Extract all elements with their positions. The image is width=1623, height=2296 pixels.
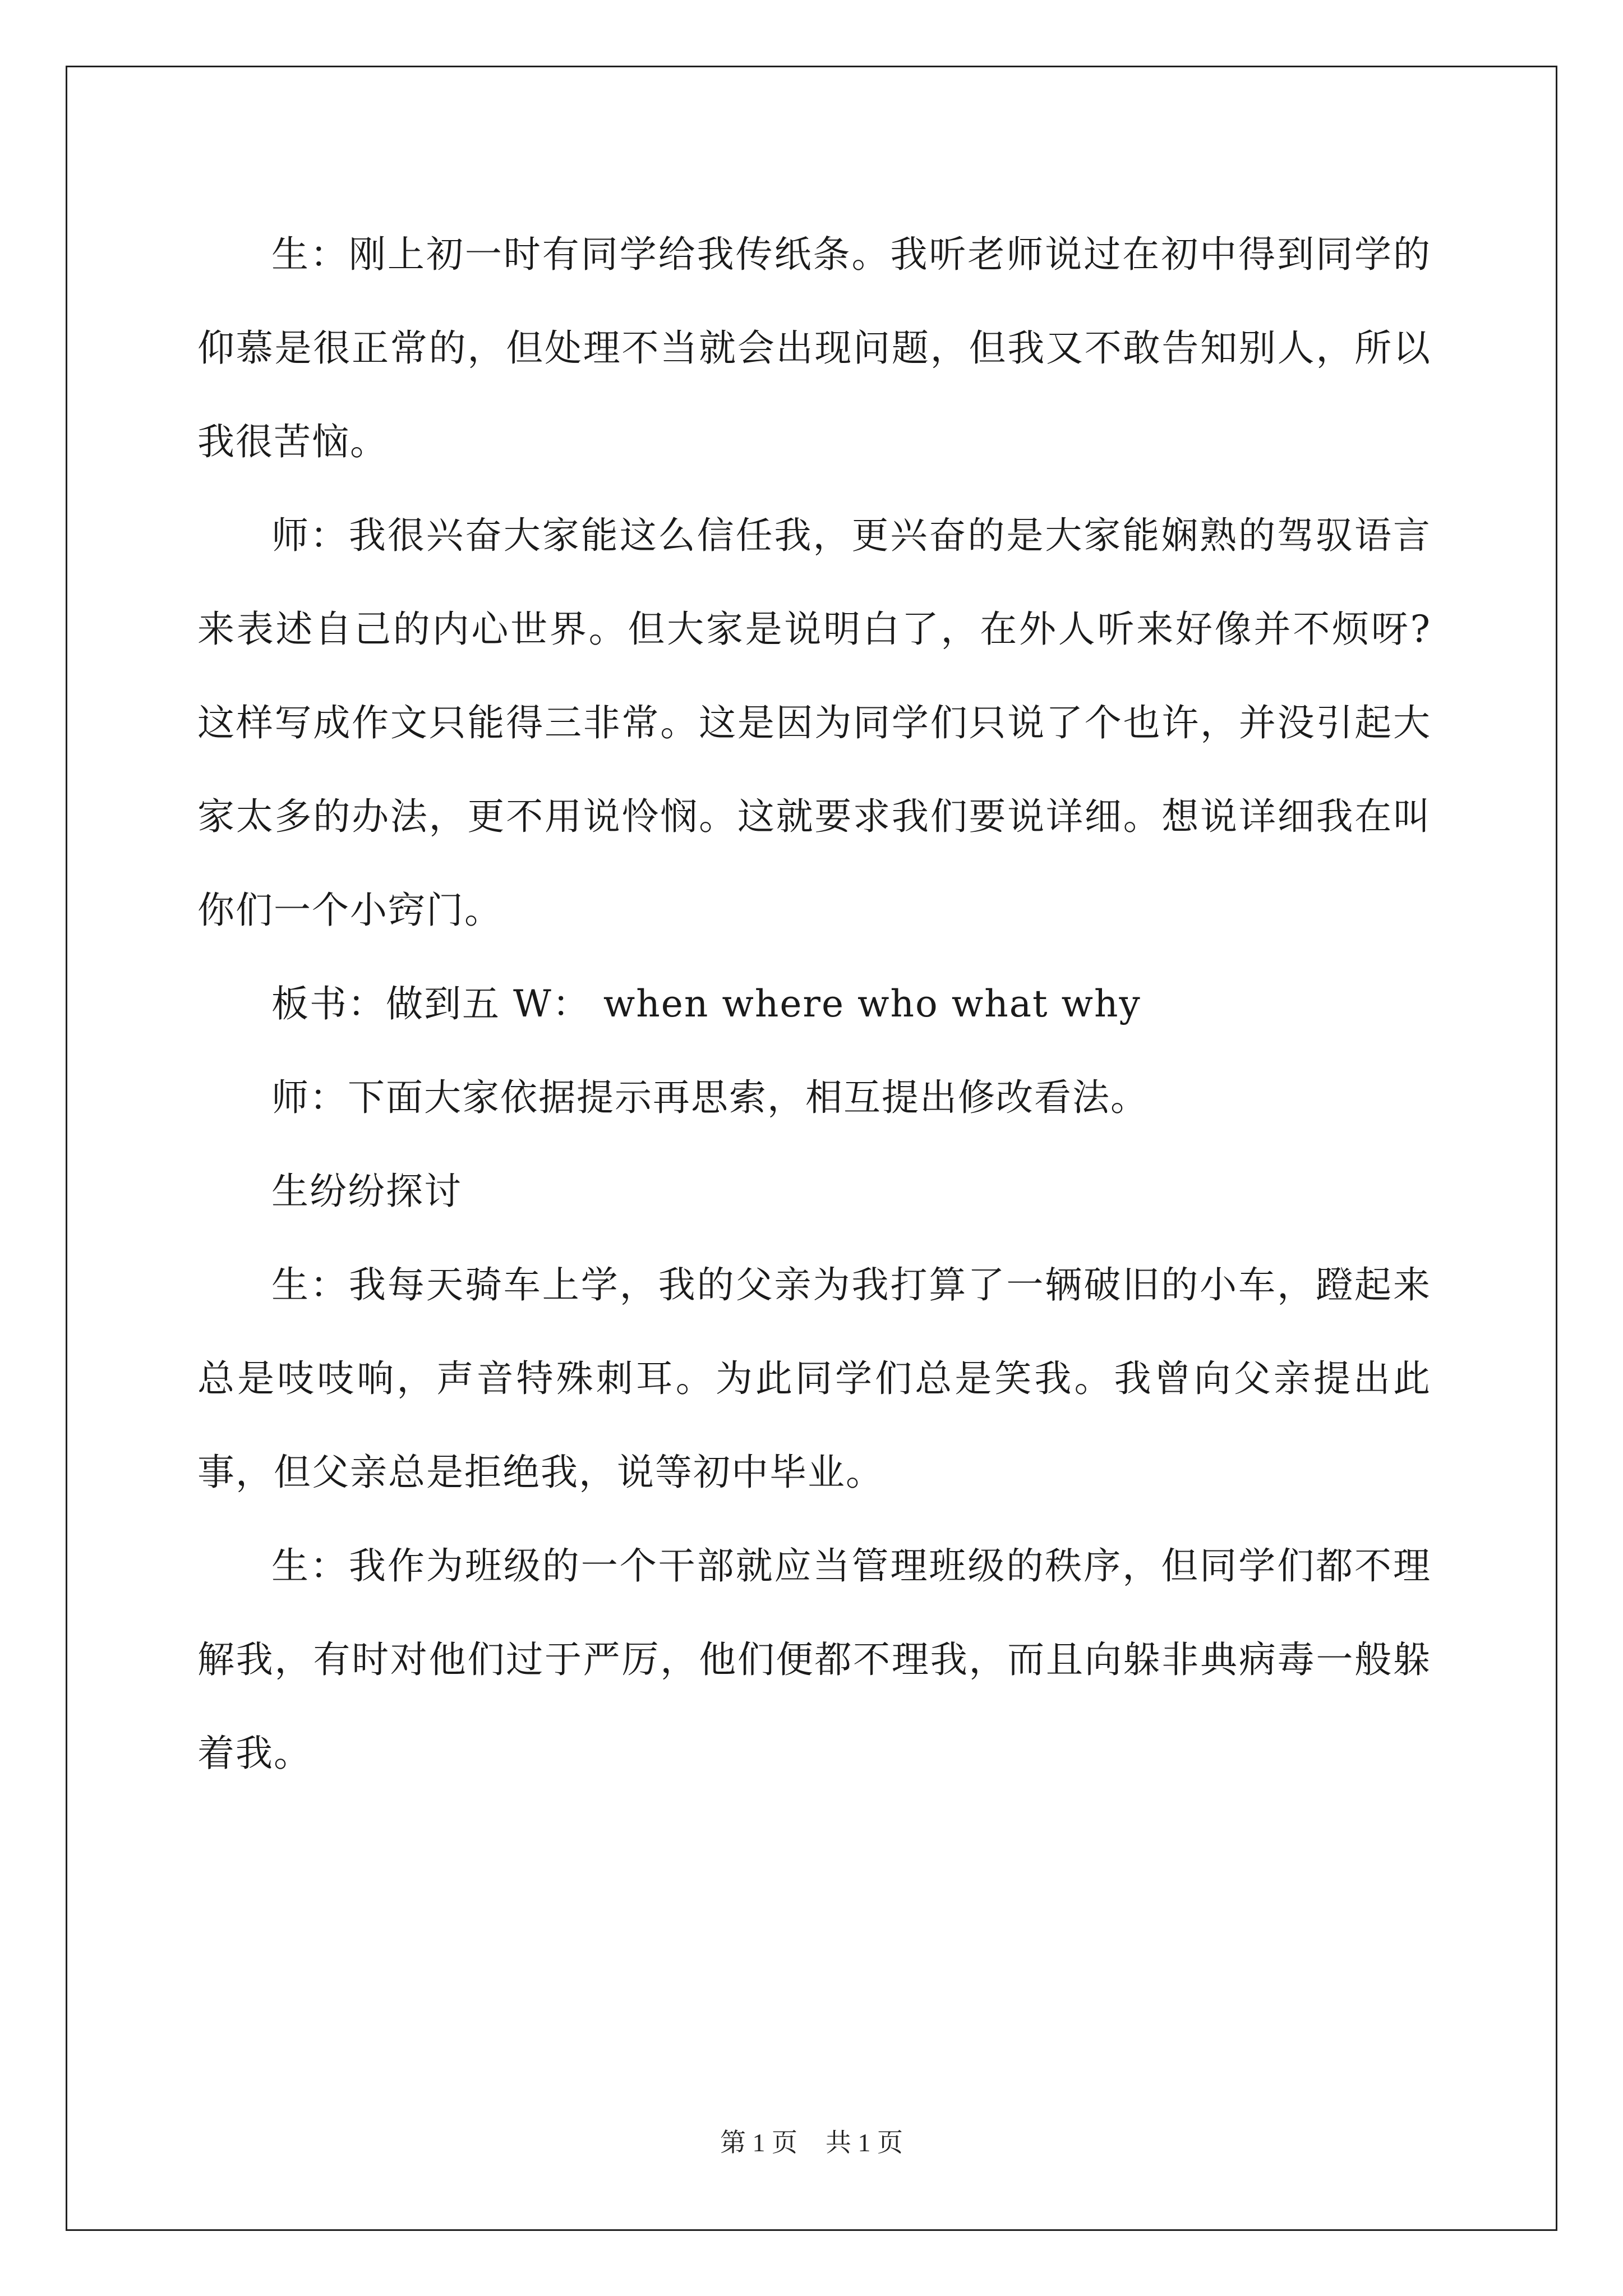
paragraph-5: 生纷纷探讨 <box>271 1170 462 1213</box>
paragraph-2: 师：我很兴奋大家能这么信任我，更兴奋的是大家能娴熟的驾驭语言来表述自己的内心世界。但大家是说明白了，在外人听来好像并不烦呀?这样写成作文只能得三非常。这是因为同学们只说了个也许，并没引起大家太多的办法，更不用说怜悯。这就要求我们要说详细。想说详细我在叫你们一个小窍门。 <box>197 514 1431 932</box>
document-body <box>197 208 1431 1800</box>
page-total: 共 1 页 <box>826 2128 903 2157</box>
paragraph-7: 生：我作为班级的一个干部就应当管理班级的秩序，但同学们都不理解我，有时对他们过于严厉，他们便都不理我，而且向躲非典病毒一般躲着我。 <box>197 1544 1431 1775</box>
page-number: 第 1 页 <box>720 2128 797 2157</box>
paragraph-4: 师：下面大家依据提示再思索，相互提出修改看法。 <box>271 1076 1149 1119</box>
page-footer <box>0 2126 1623 2160</box>
paragraph-6: 生：我每天骑车上学，我的父亲为我打算了一辆破旧的小车，蹬起来总是吱吱响，声音特殊刺耳。为此同学们总是笑我。我曾向父亲提出此事，但父亲总是拒绝我，说等初中毕业。 <box>197 1263 1431 1494</box>
paragraph-1: 生：刚上初一时有同学给我传纸条。我听老师说过在初中得到同学的仰慕是很正常的，但处理不当就会出现问题，但我又不敢告知别人，所以我很苦恼。 <box>197 233 1431 463</box>
paragraph-3: 板书：做到五 W： when where who what why <box>271 982 1141 1025</box>
